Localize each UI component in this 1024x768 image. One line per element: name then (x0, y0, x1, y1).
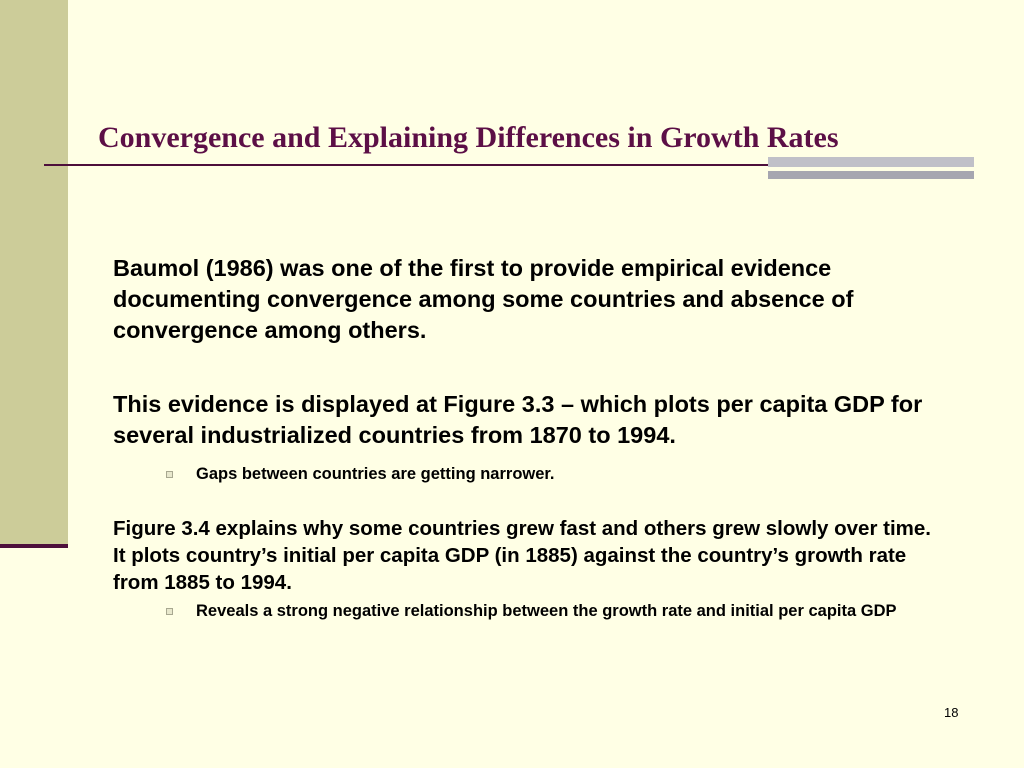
left-band-rule (0, 544, 68, 548)
page-number: 18 (944, 705, 959, 720)
slide-body (113, 253, 943, 622)
square-bullet-icon (166, 471, 173, 478)
title-accent-bar (768, 157, 974, 167)
title-accent-bar-lower (768, 171, 974, 179)
square-bullet-icon (166, 608, 173, 615)
paragraph-figure-3-4: Figure 3.4 explains why some countries grew fast and others grew slowly over time. It plots country’s initial per capita GDP (in 1885) against the country’s growth rate from 1885 to 1994. (113, 517, 931, 594)
left-decorative-band (0, 0, 68, 545)
bullet-item (196, 600, 943, 622)
bullet-item (196, 463, 943, 485)
bullet-text: Reveals a strong negative relationship between the growth rate and initial per capita GDP (196, 602, 897, 620)
paragraph-baumol: Baumol (1986) was one of the first to provide empirical evidence documenting convergence among some countries and absence of convergence among others. (113, 255, 854, 343)
slide-title: Convergence and Explaining Differences in Growth Rates (98, 121, 839, 154)
bullet-text: Gaps between countries are getting narrower. (196, 465, 555, 483)
paragraph-figure-3-3: This evidence is displayed at Figure 3.3 – which plots per capita GDP for several industrialized countries from 1870 to 1994. (113, 391, 923, 448)
